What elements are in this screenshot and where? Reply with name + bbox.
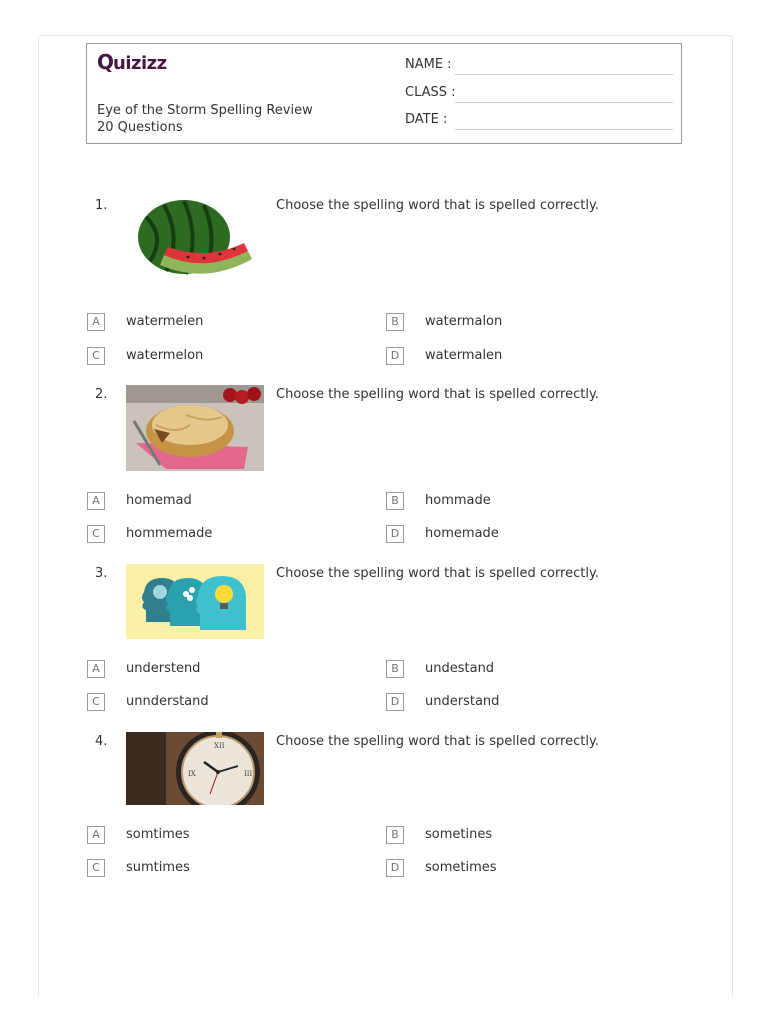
option-a-box[interactable]: A	[87, 492, 105, 510]
question-prompt: Choose the spelling word that is spelled correctly.	[276, 198, 599, 213]
watermelon-image	[126, 195, 264, 292]
class-field[interactable]	[455, 102, 673, 103]
date-field[interactable]	[455, 129, 673, 130]
question-number: 1.	[95, 198, 108, 213]
option-c-box[interactable]: C	[87, 693, 105, 711]
option-d-text[interactable]: watermalen	[425, 348, 503, 363]
option-c-box[interactable]: C	[87, 347, 105, 365]
question-prompt: Choose the spelling word that is spelled correctly.	[276, 387, 599, 402]
option-d-box[interactable]: D	[386, 859, 404, 877]
svg-text:XII: XII	[214, 742, 225, 750]
option-c-text[interactable]: hommemade	[126, 526, 213, 541]
option-a-text[interactable]: understend	[126, 661, 201, 676]
option-b-box[interactable]: B	[386, 492, 404, 510]
option-c-text[interactable]: sumtimes	[126, 860, 190, 875]
name-label: NAME :	[405, 57, 452, 72]
option-d-box[interactable]: D	[386, 693, 404, 711]
heads-lightbulb-image	[126, 564, 264, 639]
svg-text:III: III	[244, 770, 253, 778]
date-label: DATE :	[405, 112, 448, 127]
option-a-text[interactable]: somtimes	[126, 827, 190, 842]
option-d-text[interactable]: understand	[425, 694, 500, 709]
question-count: 20 Questions	[97, 120, 183, 135]
worksheet-page	[38, 35, 733, 996]
option-a-box[interactable]: A	[87, 826, 105, 844]
option-b-box[interactable]: B	[386, 313, 404, 331]
question-number: 4.	[95, 734, 108, 749]
svg-text:IX: IX	[188, 770, 196, 778]
svg-text:uizizz: uizizz	[113, 53, 167, 74]
option-c-text[interactable]: unnderstand	[126, 694, 209, 709]
pie-image	[126, 385, 264, 471]
class-label: CLASS :	[405, 85, 456, 100]
quizizz-logo	[97, 50, 175, 74]
worksheet-title: Eye of the Storm Spelling Review	[97, 103, 313, 118]
option-b-text[interactable]: undestand	[425, 661, 495, 676]
option-d-text[interactable]: homemade	[425, 526, 499, 541]
question-number: 3.	[95, 566, 108, 581]
option-c-text[interactable]: watermelon	[126, 348, 204, 363]
option-c-box[interactable]: C	[87, 525, 105, 543]
option-b-box[interactable]: B	[386, 660, 404, 678]
option-d-box[interactable]: D	[386, 525, 404, 543]
option-c-box[interactable]: C	[87, 859, 105, 877]
name-field[interactable]	[455, 74, 673, 75]
option-d-text[interactable]: sometimes	[425, 860, 497, 875]
option-b-text[interactable]: hommade	[425, 493, 491, 508]
option-a-box[interactable]: A	[87, 313, 105, 331]
question-number: 2.	[95, 387, 108, 402]
option-b-box[interactable]: B	[386, 826, 404, 844]
option-a-box[interactable]: A	[87, 660, 105, 678]
question-prompt: Choose the spelling word that is spelled correctly.	[276, 734, 599, 749]
clock-image	[126, 732, 264, 805]
option-a-text[interactable]: watermelen	[126, 314, 204, 329]
quizizz-logo-mark	[97, 50, 175, 74]
option-d-box[interactable]: D	[386, 347, 404, 365]
option-b-text[interactable]: sometines	[425, 827, 493, 842]
question-prompt: Choose the spelling word that is spelled correctly.	[276, 566, 599, 581]
option-b-text[interactable]: watermalon	[425, 314, 503, 329]
svg-text:Q: Q	[97, 50, 114, 74]
option-a-text[interactable]: homemad	[126, 493, 192, 508]
